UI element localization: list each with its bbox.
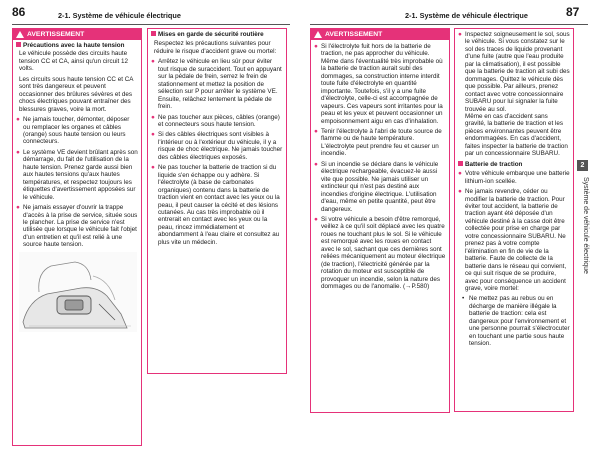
bullet-icon: ●: [16, 204, 20, 212]
road-safety-content: [148, 29, 286, 246]
bullet-icon: ●: [314, 43, 318, 50]
chapter-tab: 2: [577, 160, 588, 171]
road-safety-item-2: ● Ne pas toucher aux pièces, câbles (orange) et connecteurs sous haute tension.: [151, 113, 280, 128]
inspect-item-continued: Même en cas d'accident sans gravité, la batterie de traction et les pièces environnantes peuvent être endommagées. En cas d'accident, faites inspecter la batterie de traction par un concessionnaire SUBARU.: [465, 112, 568, 158]
warning-label-2: AVERTISSEMENT: [325, 30, 383, 38]
bullet-icon: ●: [458, 31, 462, 38]
road-safety-box: [147, 28, 287, 374]
warning-content: [13, 40, 141, 332]
hv-item-2: ● Le système VE devient brûlant après son démarrage, du fait de l'utilisation de la haute tension. Prenez garde aussi bien aux hautes tensions qu'aux hautes températures, et respectez toujours les étiquettes d'avertissement apposées sur le véhicule.: [16, 148, 138, 201]
bullet-icon: ●: [458, 170, 462, 178]
road-safety-item-3: ● Si des câbles électriques sont visibles à l'intérieur ou à l'extérieur du véhicule, il y a risque de choc électrique. Ne jamais toucher des câbles électriques exposés.: [151, 131, 283, 161]
electrolyte-item-3: ● Si un incendie se déclare dans le véhicule électrique rechargeable, évacuez-le aussi vite que possible. Ne jamais utiliser un extincteur qui n'est pas destiné aux incendies d'origine électrique. L'utilisation d'eau, même en petite quantité, peut être dangereux.: [314, 160, 439, 213]
battery-item-2: ● Ne jamais revendre, céder ou modifier la batterie de traction. Pour éviter tout accident, la batterie de traction ayant été déposée d'un véhicule destiné à la casse doit être collectée pour prise en charge par votre concessionnaire SUBARU. Ne prenez pas à votre compte l'élimination en fin de vie de la batterie. Faute de collecte de la batterie dans le réseau qui convient, ce qui suit risque de se produire, avec pour conséquence un accident grave, voire mortel:: [458, 188, 567, 292]
header-rule-right: [310, 24, 588, 25]
road-safety-item-4: ● Ne pas toucher la batterie de traction si du liquide s'en échappe ou y adhère. Si l'électrolyte (à base de carbonates organiques) contenu dans la batterie de traction vient en contact avec les yeux ou la peau, il peut causer la cécité et des lésions cutanées. Au cas très improbable où il entrerait en contact avec les yeux ou la peau, rincez immédiatement et abondamment à l'eau claire et consultez au plus vite un médecin.: [151, 164, 280, 246]
road-safety-heading: Mises en garde de sécurité routière: [151, 31, 283, 38]
inspect-item: ● Inspectez soigneusement le sol, sous le véhicule. Si vous constatez sur le sol des traces de liquide provenant d'une fuite (autre que l'eau produite par la climatisation), il est possible que la batterie de traction ait subi des dommages. Quittez le véhicule dès que possible. Par ailleurs, prenez contact avec votre concessionnaire SUBARU pour lui signaler la fuite trouvée au sol.: [458, 31, 570, 113]
warning-label: AVERTISSEMENT: [27, 30, 85, 38]
square-bullet-icon: [458, 161, 463, 166]
warning-box-electrolyte: [310, 28, 450, 413]
column-4: [454, 28, 574, 446]
hv-paragraph-2: Les circuits sous haute tension CC et CA sont très dangereux et peuvent occasionner des brûlures sévères et des chocs électriques pouvant entraîner des blessures graves, voire la mort.: [19, 75, 134, 113]
hv-paragraph-1: Le véhicule possède des circuits haute tension CC et CA, ainsi qu'un circuit 12 volts.: [19, 50, 129, 73]
service-plug-illustration: [19, 252, 137, 332]
page-number-right: 87: [566, 5, 580, 19]
bullet-icon: ●: [314, 160, 318, 168]
warning-header: [13, 29, 141, 40]
bullet-icon: ●: [314, 127, 318, 135]
square-bullet-icon: [16, 42, 21, 47]
warning-triangle-icon: [314, 31, 322, 38]
bullet-icon: ●: [151, 164, 155, 172]
header-rule-left: [12, 24, 290, 25]
hv-item-1: ● Ne jamais toucher, démonter, déposer ou remplacer les organes et câbles (orange) sous haute tension ou leurs connecteurs.: [16, 116, 130, 146]
bullet-icon: ●: [16, 116, 20, 124]
bullet-icon: ●: [151, 58, 155, 66]
electrolyte-item-1: ● Si l'électrolyte fuit hors de la batterie de traction, ne pas approcher du véhicule. Même dans l'éventualité très improbable où la batterie de traction aurait subi des dommages, sa construction interne interdit toute fuite d'électrolyte en quantité importante. Toutefois, s'il y a une fuite d'électrolyte, celle-ci est accompagnée de vapeurs. Ces vapeurs sont irritantes pour la peau et les yeux et peuvent occasionner un empoisonnement aigu en cas d'inhalation.: [314, 43, 443, 125]
hv-item-3: ● Ne jamais essayer d'ouvrir la trappe d'accès à la prise de service, située sous le plancher. La prise de service n'est utilisée que lorsque le véhicule fait l'objet d'un entretien et qu'il est relié à une source haute tension.: [16, 204, 138, 249]
column-2: [147, 28, 287, 446]
warning-content-2: [311, 40, 449, 291]
bullet-icon: ●: [151, 113, 155, 121]
hv-heading: Précautions avec la haute tension: [16, 42, 138, 49]
battery-item-1: ● Votre véhicule embarque une batterie lithium-ion scellée.: [458, 170, 570, 185]
warning-triangle-icon: [16, 31, 24, 38]
warning-box-hv: [12, 28, 142, 446]
bullet-icon: ●: [16, 148, 20, 156]
traction-battery-heading: Batterie de traction: [458, 161, 570, 168]
road-safety-intro: Respectez les précautions suivantes pour réduire le risque d'accident grave ou mortel:: [154, 40, 277, 55]
square-bullet-icon: [151, 31, 156, 36]
chapter-side-label: Système de véhicule électrique: [582, 177, 589, 274]
dash-icon: •: [462, 295, 465, 303]
page-number-left: 86: [12, 5, 26, 19]
continued-content: [455, 29, 573, 348]
section-title-right: 2-1. Système de véhicule électrique: [405, 11, 528, 20]
electrolyte-item-2: ● Tenir l'électrolyte à l'abri de toute source de flamme ou de haute température. L'électrolyte peut prendre feu et causer un incendie.: [314, 127, 442, 158]
continued-box: [454, 28, 574, 412]
column-1: [12, 28, 142, 446]
bullet-icon: ●: [151, 131, 155, 139]
column-3: [310, 28, 450, 446]
warning-header-2: [311, 29, 449, 40]
battery-dash-item: • Ne mettez pas au rebus ou en décharge de manière illégale la batterie de traction: cela est dangereux pour l'environnement et une personne pourrait s'électrocuter en touchant une partie sous haute tension.: [462, 295, 570, 348]
section-title-left: 2-1. Système de véhicule électrique: [58, 11, 181, 20]
electrolyte-item-4: ● Si votre véhicule a besoin d'être remorqué, veillez à ce qu'il soit déplacé avec les quatre roues ne touchant plus le sol. Si le véhicule est remorqué avec les roues en contact avec le sol, sachant que ces dernières sont reliées mécaniquement au moteur électrique (de traction), l'électricité générée par la rotation du moteur est susceptible de provoquer un incendie, selon la nature des dommages ou de l'anomalie. (→P.580): [314, 215, 446, 291]
road-safety-item-1: ● Arrêtez le véhicule en lieu sûr pour éviter tout risque de suraccident. Tout en appuyant sur la pédale de frein, serrez le frein de stationnement et mettez la position de sélection sur P pour arrêter le système VE. Ensuite, relâchez lentement la pédale de frein.: [151, 58, 282, 111]
bullet-icon: ●: [458, 188, 462, 196]
bullet-icon: ●: [314, 215, 318, 223]
